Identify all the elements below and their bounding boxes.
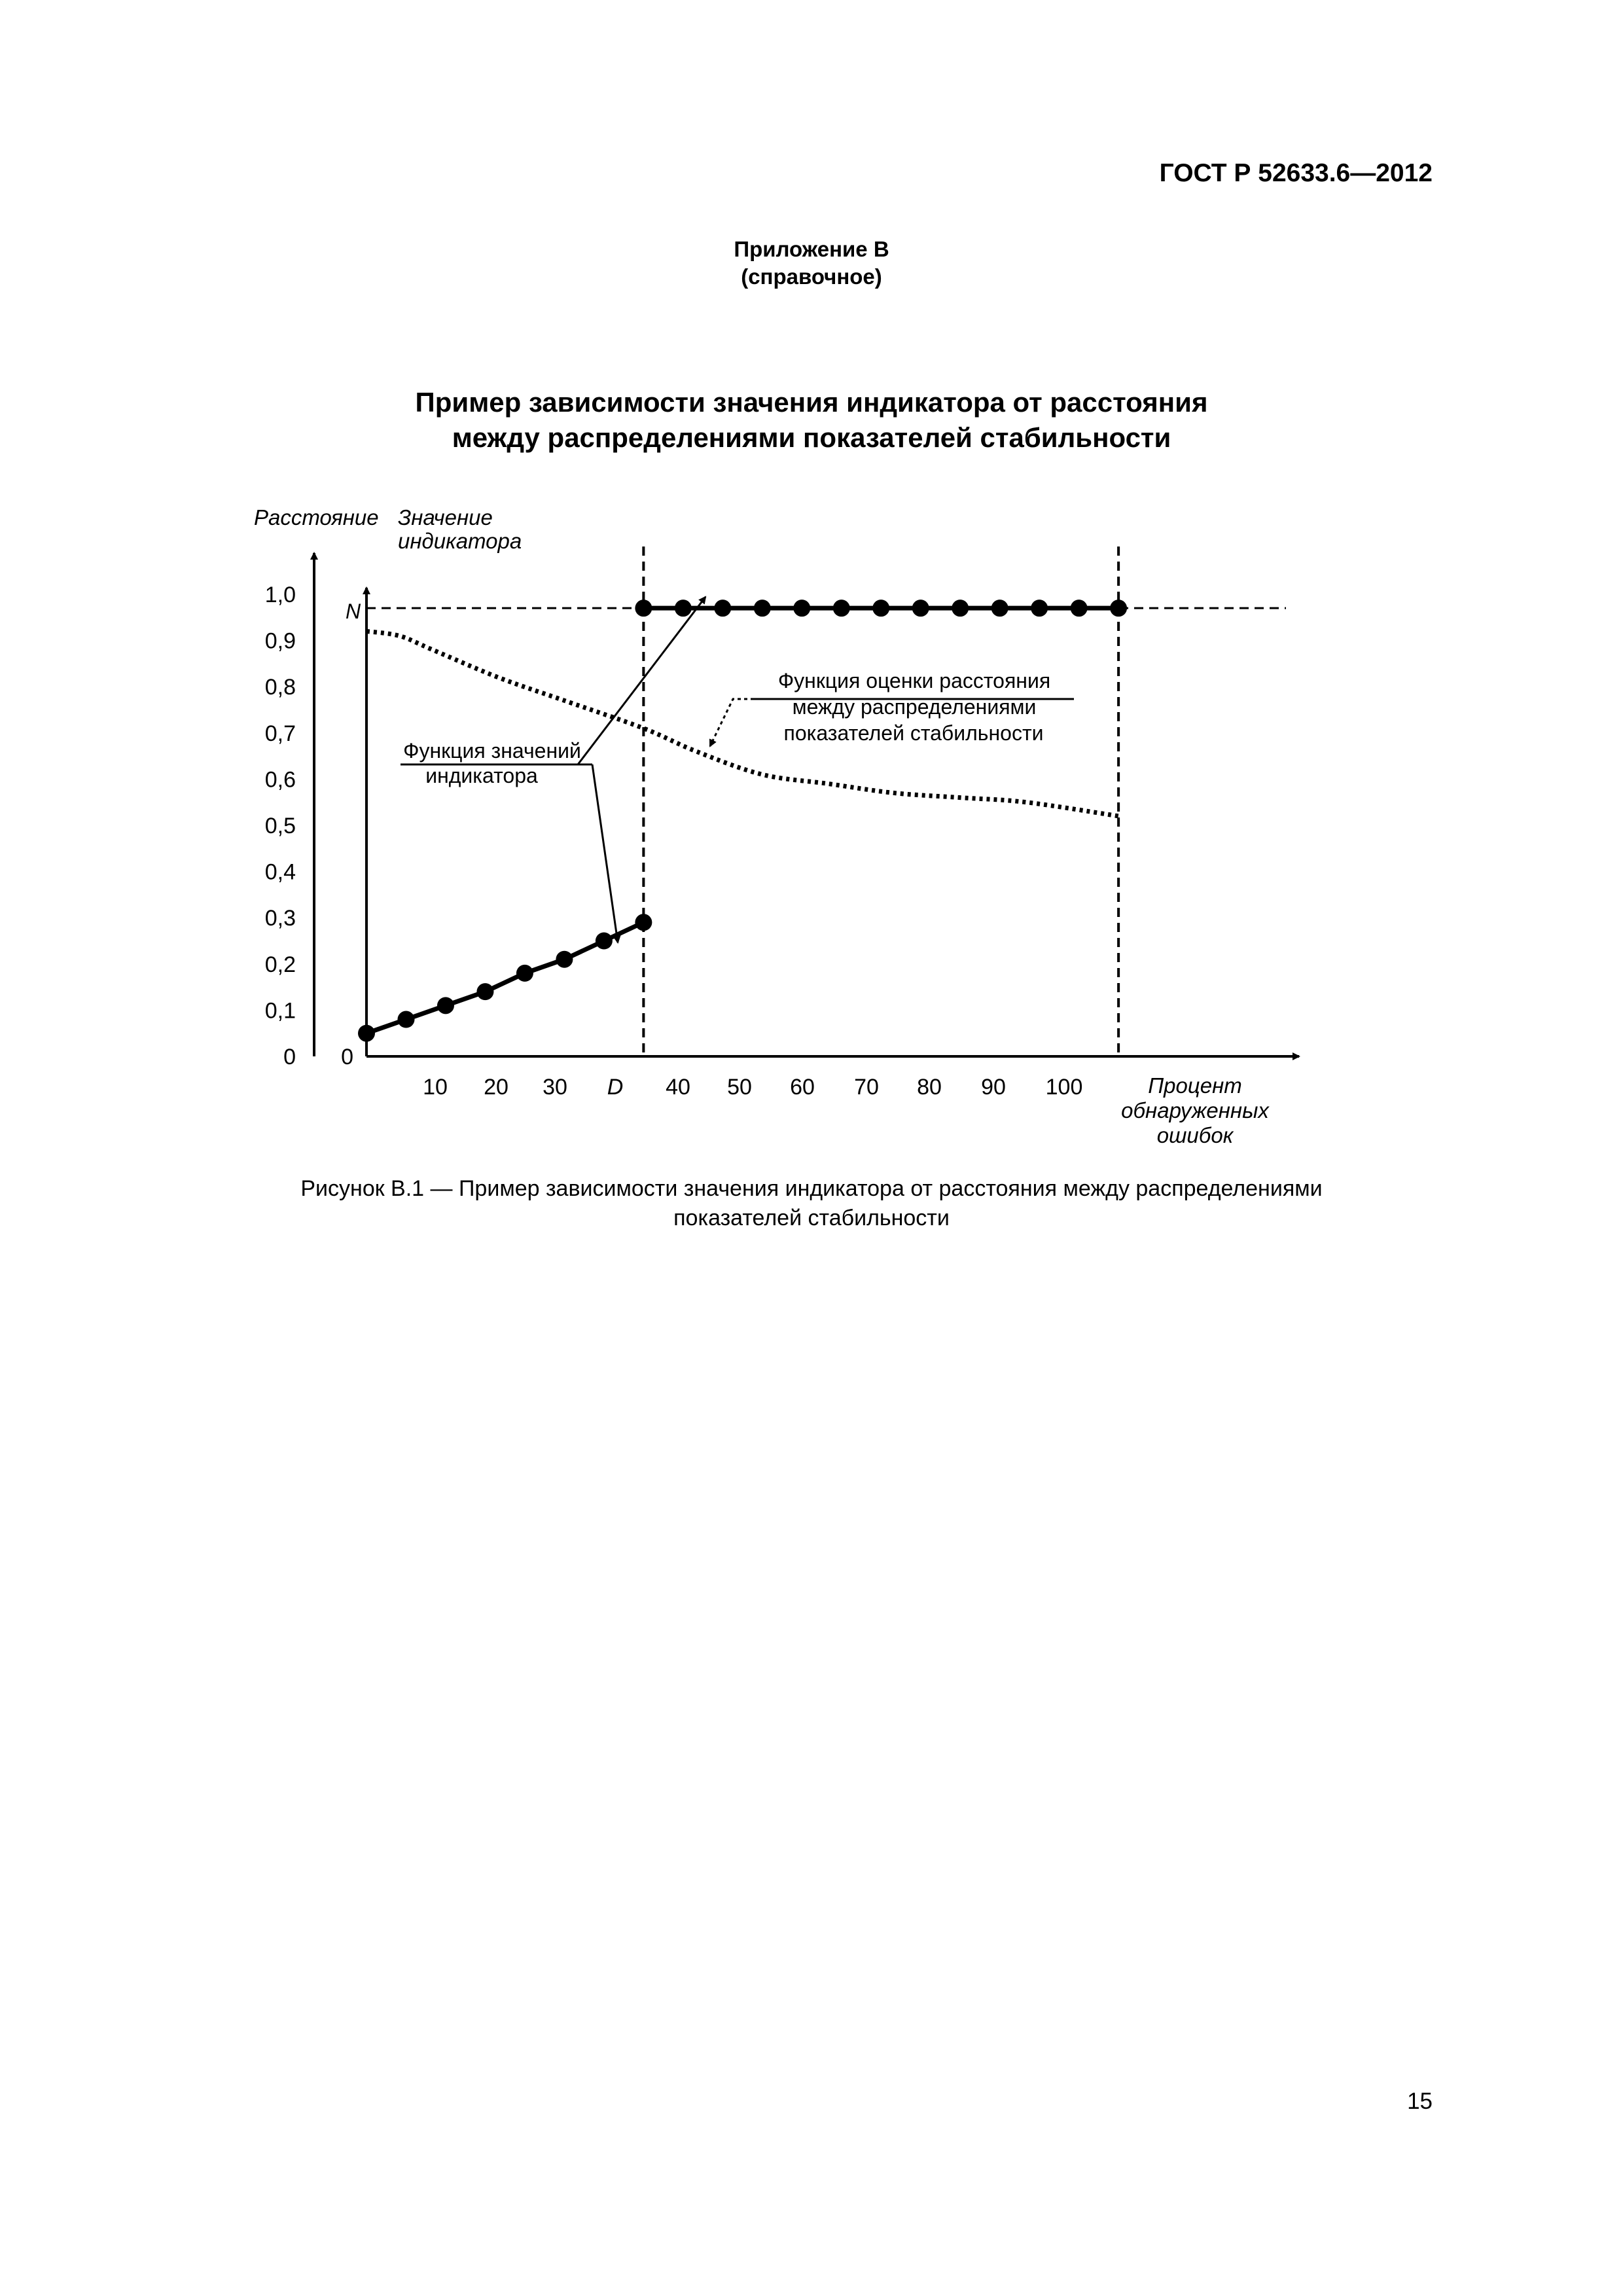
indicator-point (793, 600, 810, 617)
x-axis-label-line: ошибок (1156, 1123, 1234, 1147)
figure-caption (0, 1174, 1623, 1233)
appendix-title: Приложение В (734, 237, 889, 261)
indicator-label-arrow-lower (592, 764, 618, 942)
indicator-point (991, 600, 1008, 617)
x-axis-label-line: обнаруженных (1121, 1098, 1269, 1122)
distance-function-label-line-2: между распределениями (792, 695, 1037, 719)
y-tick-label: 0,8 (264, 675, 296, 700)
distance-function-label-line-3: показателей стабильности (783, 721, 1044, 745)
figure-heading-line-1: Пример зависимости значения индикатора от расстояния (415, 387, 1208, 418)
indicator-point (912, 600, 929, 617)
indicator-point (1031, 600, 1048, 617)
indicator-point (358, 1025, 375, 1042)
x-tick-label: 90 (981, 1075, 1006, 1100)
y-tick-label: 1,0 (264, 583, 296, 607)
y-tick-label: 0,3 (264, 906, 296, 931)
indicator-point (397, 1011, 414, 1028)
indicator-label-arrow-upper (578, 597, 705, 764)
indicator-point (1071, 600, 1088, 617)
indicator-point (635, 914, 652, 931)
x-tick-label: 70 (854, 1075, 879, 1100)
y-tick-label: 0,4 (264, 859, 296, 885)
indicator-point (833, 600, 850, 617)
y-tick-label: 0,9 (264, 628, 296, 654)
y-tick-label: 0,5 (264, 814, 296, 838)
appendix-subtitle: (справочное) (741, 264, 882, 289)
indicator-point (596, 933, 613, 950)
x-tick-label: 10 (423, 1075, 448, 1100)
indicator-axis-label-line-1: Значение (398, 505, 493, 529)
distance-function-label-line-1: Функция оценки расстояния (777, 669, 1051, 692)
figure-caption-line-1: Рисунок В.1 — Пример зависимости значения индикатора от расстояния между распределениями (300, 1176, 1323, 1201)
indicator-point (1110, 600, 1127, 617)
indicator-point (516, 965, 533, 982)
y-tick-label: 0,1 (264, 998, 296, 1024)
indicator-origin-label: 0 (341, 1045, 353, 1069)
indicator-point (437, 997, 454, 1014)
indicator-point (476, 983, 493, 1000)
indicator-point (952, 600, 969, 617)
x-axis-label-line: Процент (1148, 1073, 1242, 1098)
x-tick-label: 20 (484, 1075, 508, 1100)
indicator-point (714, 600, 731, 617)
indicator-function-label-line-2: индикатора (425, 764, 538, 787)
distance-axis-label: Расстояние (254, 505, 379, 529)
figure-heading-line-2: между распределениями показателей стабильности (452, 422, 1171, 453)
x-tick-label: D (607, 1075, 624, 1100)
indicator-function-label-line-1: Функция значений (403, 739, 581, 762)
indicator-point (754, 600, 771, 617)
distance-label-arrow (710, 699, 754, 746)
x-tick-label: 60 (790, 1075, 815, 1100)
indicator-point (635, 600, 652, 617)
indicator-point (556, 951, 573, 968)
figure-caption-line-2: показателей стабильности (673, 1206, 950, 1230)
document-header: ГОСТ Р 52633.6—2012 (1159, 159, 1433, 187)
x-tick-label: 30 (543, 1075, 567, 1100)
x-tick-label: 100 (1045, 1075, 1083, 1100)
y-tick-label: 0,2 (264, 952, 296, 977)
indicator-max-label: N (346, 600, 361, 624)
y-tick-label: 0,6 (264, 767, 296, 793)
indicator-axis-label-line-2: индикатора (398, 529, 522, 553)
x-tick-label: 40 (666, 1075, 690, 1100)
page-number: 15 (1407, 2089, 1433, 2114)
indicator-point (675, 600, 692, 617)
y-tick-label: 0,7 (264, 721, 296, 746)
y-tick-label: 0 (283, 1045, 296, 1069)
x-tick-label: 50 (727, 1075, 752, 1100)
indicator-point (872, 600, 889, 617)
x-tick-label: 80 (917, 1075, 942, 1100)
